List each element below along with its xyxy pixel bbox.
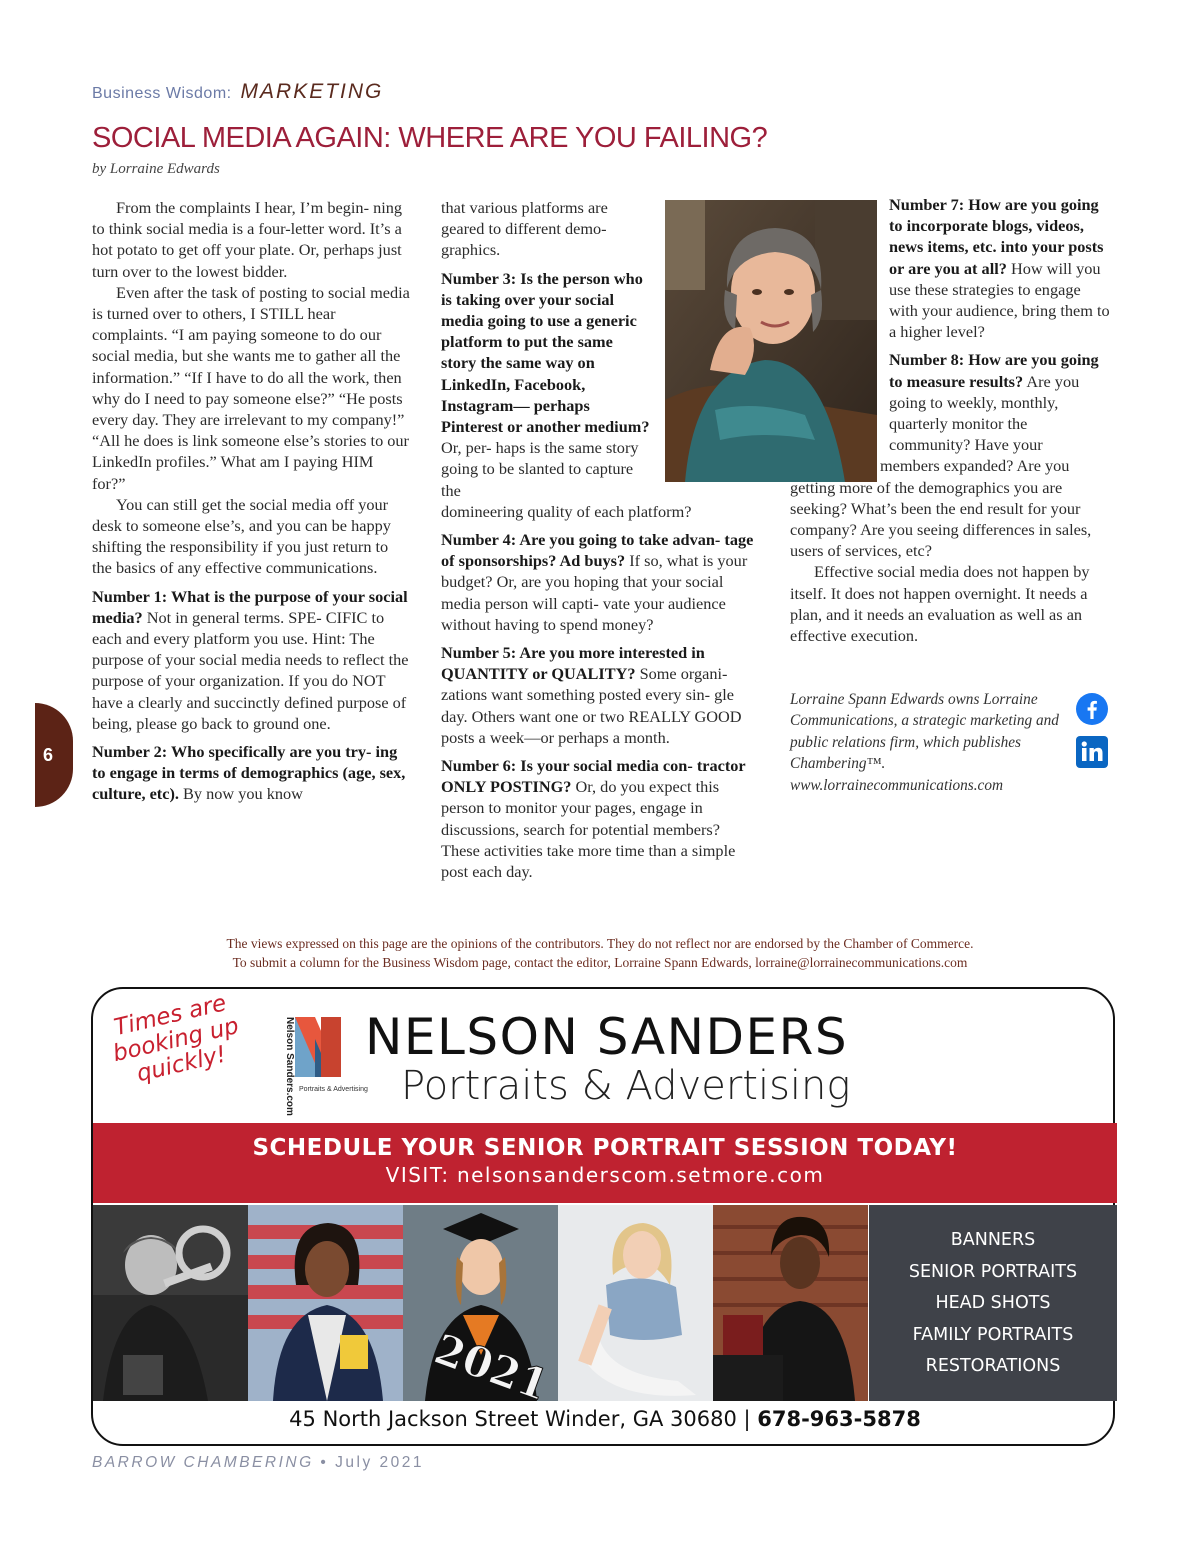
article-title: SOCIAL MEDIA AGAIN: WHERE ARE YOU FAILING? (92, 122, 768, 154)
disclaimer-line-1: The views expressed on this page are the opinions of the contributors. They do not reflect nor are endorsed by the Chamber of Commerce. (226, 936, 974, 951)
ad-brand-name: NELSON SANDERS (365, 1008, 849, 1066)
nelson-sanders-logo (279, 1015, 368, 1116)
point-6: Number 6: Is your social media con- tractor ONLY POSTING? Or, do you expect this person to monitor your pages, engage in discussions, search for potential members? These activities take more time than a simple post each day. (441, 756, 746, 882)
ad-brand-subtitle: Portraits & Advertising (401, 1063, 851, 1109)
ad-visit-line[interactable] (93, 1163, 1117, 1187)
narrow-block (441, 197, 651, 501)
paragraph: Effective social media does not happen by itself. It does not happen overnight. It needs a plan, and it needs an evaluation as well as an effective execution. (790, 562, 1090, 646)
linkedin-icon[interactable] (1076, 736, 1108, 768)
ad-phone[interactable]: 678-963-5878 (757, 1407, 921, 1431)
service-item: FAMILY PORTRAITS (912, 1324, 1074, 1345)
paragraph: From the complaints I hear, I’m begin- ning to think social media is a four-letter word. It’s a hot potato to get off your plate. Or, perhaps just turn over to the lowest bidder. (92, 198, 403, 281)
page-number: 6 (43, 744, 54, 765)
portrait-gallery (93, 1205, 868, 1411)
ad-cta-banner[interactable] (93, 1123, 1117, 1203)
paragraph: members expanded? Are you (880, 456, 1070, 476)
facebook-icon[interactable] (1076, 693, 1108, 725)
section-category: MARKETING (240, 80, 384, 103)
bio-link[interactable]: www.lorrainecommunications.com (790, 776, 1004, 794)
ad-address: 45 North Jackson Street Winder, GA 30680 | (289, 1407, 751, 1431)
point-4: Number 4: Are you going to take advan- tage of sponsorships? Ad buys? If so, what is your budget? Or, are you hoping that your social media person will capti- vate your audience without having to spend money? (441, 530, 754, 634)
logo-text: Nelson Sanders.com (284, 1017, 295, 1116)
ad-cta-text: SCHEDULE YOUR SENIOR PORTRAIT SESSION TODAY! (252, 1135, 958, 1161)
paragraph: getting more of the demographics you are seeking? What’s been the end result for your company? Are you seeing differences in sales, users of services, etc? (790, 477, 1092, 561)
disclaimer (0, 934, 1200, 972)
service-item: RESTORATIONS (925, 1356, 1061, 1376)
logo-subtext: Portraits & Advertising (299, 1086, 368, 1093)
page-footer: BARROW CHAMBERING • July 2021 (92, 1454, 425, 1471)
service-item: BANNERS (950, 1230, 1036, 1250)
photo-year-sign: 2021 (428, 1324, 555, 1411)
point-1: Number 1: What is the purpose of your social media? Not in general terms. SPE- CIFIC to each and every platform you use. Hint: The purpose of your social media needs to reflect the purpose of your organization. If you do NOT have a clearly and succinctly defined purpose of being, please go back to ground one. (92, 586, 409, 733)
paragraph: Even after the task of posting to social media is turned over to others, I STILL hear complaints. “I am paying someone to do our social media, but she wants me to gather all the information.” “If I have to do all the work, then why do I need to pay someone else?” “He posts every day. They are irrelevant to my company!” “All he does is link someone else’s stories to our LinkedIn profiles.” What am I paying HIM for?” (92, 282, 410, 493)
portrait-photo (403, 1205, 558, 1411)
disclaimer-line-2: To submit a column for the Business Wisdom page, contact the editor, Lorraine Spann Edwards, lorraine@lorrainecommunications.com (232, 955, 968, 970)
point-5: Number 5: Are you more interested in QUANTITY or QUALITY? Some organi- zations want something posted every sin- gle day. Others want one or two REALLY GOOD posts a week—or perhaps a month. (441, 643, 742, 747)
bio-text: Lorraine Spann Edwards owns Lorraine Communications, a strategic marketing and public relations firm, which publishes Chambering™. (790, 691, 1059, 773)
publication-name: BARROW CHAMBERING (92, 1454, 314, 1471)
visit-url[interactable]: nelsonsanderscom.setmore.com (456, 1163, 825, 1187)
service-item: SENIOR PORTRAITS (908, 1261, 1078, 1282)
paragraph: that various platforms are geared to different demo- graphics. (441, 198, 608, 260)
point-7: Number 7: How are you going to incorporate blogs, videos, news items, etc. into your posts or are you at all? How will you use these strategies to engage with your audience, bring them to a higher level? (889, 195, 1110, 342)
portrait-photo (248, 1205, 403, 1401)
author-bio (790, 689, 1070, 796)
point-8: Number 8: How are you going to measure results? Are you going to weekly, monthly, quarterly monitor the community? Have your (889, 350, 1099, 455)
point-2: Number 2: Who specifically are you try- ing to engage in terms of demographics (age, sex, culture, etc). By now you know (92, 742, 406, 804)
section-label: Business Wisdom: (92, 85, 232, 102)
page-number-tab (35, 703, 73, 807)
byline: by Lorraine Edwards (92, 161, 220, 177)
point-3: Number 3: Is the person who is taking over your social media going to use a generic platform to put the same story the same way on LinkedIn, Facebook, Instagram— perhaps Pinterest or another medium? Or, per- haps is the same story going to be slanted to capture the (441, 268, 650, 500)
services-list (869, 1205, 1117, 1401)
issue-date: July 2021 (335, 1454, 425, 1471)
ad-address-line (93, 1407, 1117, 1431)
portrait-photo (558, 1205, 713, 1401)
narrow-block (889, 194, 1110, 455)
article-column-1 (92, 197, 410, 805)
advertisement[interactable] (91, 987, 1115, 1446)
portrait-photo (93, 1205, 248, 1401)
paragraph: domineering quality of each platform? (441, 501, 692, 521)
paragraph: You can still get the social media off your desk to someone else’s, and you can be happy shifting the responsibility if you just return to the basics of any effective communications. (92, 494, 391, 578)
section-kicker (92, 80, 383, 104)
ad-tagline: Times are booking up quickly! (110, 990, 242, 1088)
article-column-3 (790, 194, 1110, 646)
service-item: HEAD SHOTS (935, 1293, 1051, 1313)
portrait-photo (713, 1205, 868, 1401)
visit-label: VISIT: (385, 1163, 450, 1187)
